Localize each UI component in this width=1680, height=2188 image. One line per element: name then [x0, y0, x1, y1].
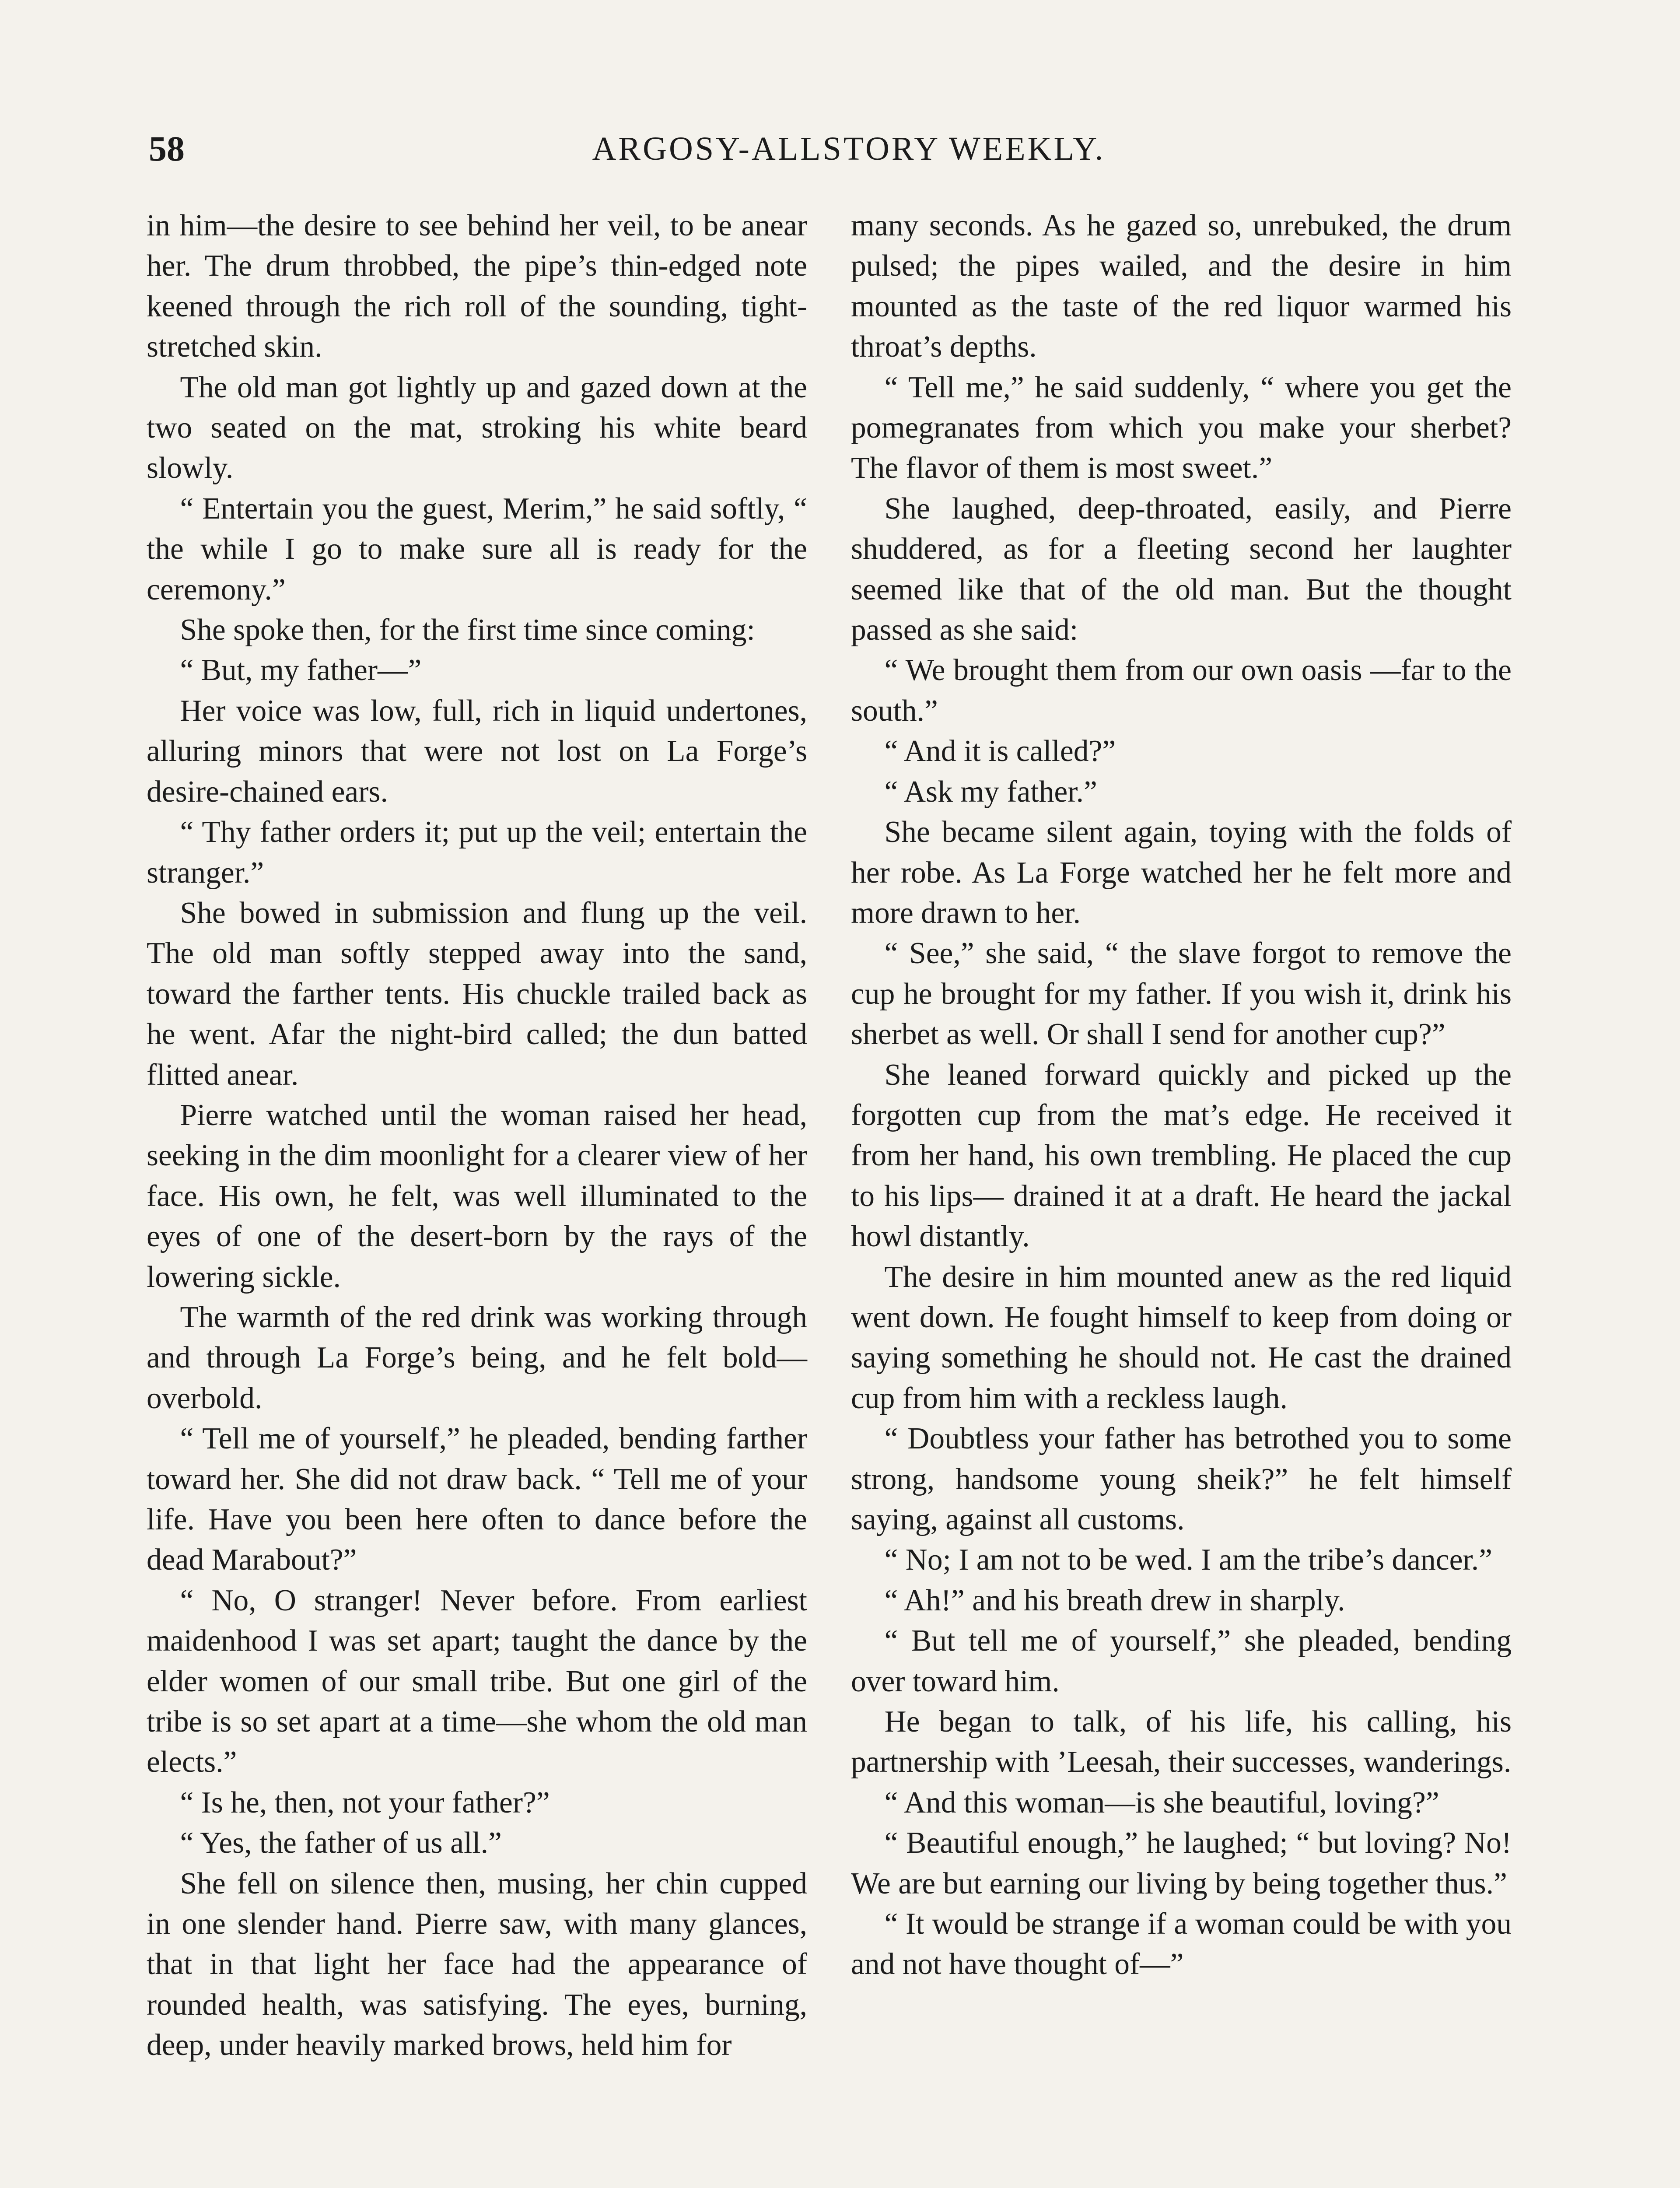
page-header: [149, 125, 1549, 173]
paragraph: She bowed in submission and flung up the veil. The old man softly stepped away into the sand, toward the farther tents. His chuckle trailed back as he went. Afar the night-bird called; the dun batted flitted anear.: [147, 896, 807, 1092]
page-number: 58: [149, 129, 185, 168]
paragraph: “ Beautiful enough,” he laughed; “ but loving? No! We are but earning our living by being together thus.”: [851, 1826, 1512, 1900]
paragraph: The old man got lightly up and gazed down at the two seated on the mat, stroking his white beard slowly.: [147, 370, 807, 485]
paragraph: Her voice was low, full, rich in liquid undertones, alluring minors that were not lost on La Forge’s desire-chained ears.: [147, 694, 807, 809]
paragraph: “ No; I am not to be wed. I am the tribe’s dancer.”: [884, 1543, 1492, 1577]
running-head: ARGOSY-ALLSTORY WEEKLY.: [592, 130, 1106, 167]
paragraph: “ Ah!” and his breath drew in sharply.: [884, 1583, 1345, 1617]
paragraph: He began to talk, of his life, his calling, his partnership with ’Leesah, their successes, wanderings.: [851, 1705, 1512, 1779]
paragraph: The warmth of the red drink was working through and through La Forge’s being, and he felt bold—overbold.: [147, 1300, 807, 1415]
paragraph: “ Yes, the father of us all.”: [180, 1826, 502, 1860]
left-column: [147, 206, 807, 2066]
paragraph: “ Is he, then, not your father?”: [180, 1785, 550, 1820]
paragraph: “ Ask my father.”: [884, 775, 1097, 809]
paragraph: “ Doubtless your father has betrothed you to some strong, handsome young sheik?” he felt himself saying, against all customs.: [851, 1422, 1512, 1536]
paragraph: “ No, O stranger! Never before. From earliest maidenhood I was set apart; taught the dance by the elder women of our small tribe. But one girl of the tribe is so set apart at a time—she whom the old man elects.”: [147, 1583, 807, 1779]
paragraph: She spoke then, for the first time since coming:: [180, 613, 755, 647]
paragraph: “ But tell me of yourself,” she pleaded, bending over toward him.: [851, 1624, 1512, 1698]
paragraph: “ It would be strange if a woman could be with you and not have thought of—”: [851, 1907, 1512, 1981]
paragraph: “ Entertain you the guest, Merim,” he said softly, “ the while I go to make sure all is ready for the ceremony.”: [147, 491, 807, 607]
paragraph: in him—the desire to see behind her veil, to be anear her. The drum throbbed, the pipe’s thin-edged note keened through the rich roll of the sounding, tight-stretched skin.: [147, 209, 807, 364]
right-column: [851, 206, 1512, 1985]
paragraph: She fell on silence then, musing, her chin cupped in one slender hand. Pierre saw, with many glances, that in that light her face had the appearance of rounded health, was satisfying. The eyes, burning, deep, under heavily marked brows, held him for: [147, 1866, 807, 2062]
paragraph: many seconds. As he gazed so, unrebuked, the drum pulsed; the pipes wailed, and the desire in him mounted as the taste of the red liquor warmed his throat’s depths.: [851, 209, 1512, 364]
paragraph: “ Tell me,” he said suddenly, “ where you get the pomegranates from which you make your sherbet? The flavor of them is most sweet.”: [851, 370, 1512, 485]
paragraph: “ Thy father orders it; put up the veil; entertain the stranger.”: [147, 815, 807, 890]
paragraph: “ But, my father—”: [180, 653, 422, 687]
paragraph: “ See,” she said, “ the slave forgot to remove the cup he brought for my father. If you wish it, drink his sherbet as well. Or shall I send for another cup?”: [851, 936, 1512, 1052]
paragraph: The desire in him mounted anew as the red liquid went down. He fought himself to keep from doing or saying something he should not. He cast the drained cup from him with a reckless laugh.: [851, 1260, 1512, 1415]
paragraph: She laughed, deep-throated, easily, and Pierre shuddered, as for a fleeting second her laughter seemed like that of the old man. But the thought passed as she said:: [851, 491, 1512, 647]
paragraph: She became silent again, toying with the folds of her robe. As La Forge watched her he felt more and more drawn to her.: [851, 815, 1512, 930]
paragraph: She leaned forward quickly and picked up the forgotten cup from the mat’s edge. He received it from her hand, his own trembling. He placed the cup to his lips— drained it at a draft. He heard the jackal howl distantly.: [851, 1058, 1512, 1254]
paragraph: “ We brought them from our own oasis —far to the south.”: [851, 653, 1512, 728]
paragraph: “ And it is called?”: [884, 734, 1116, 768]
paragraph: Pierre watched until the woman raised her head, seeking in the dim moonlight for a clearer view of her face. His own, he felt, was well illuminated to the eyes of one of the desert-born by the rays of the lowering sickle.: [147, 1098, 807, 1294]
paragraph: “ Tell me of yourself,” he pleaded, bending farther toward her. She did not draw back. “ Tell me of your life. Have you been here often to dance before the dead Marabout?”: [147, 1422, 807, 1577]
paragraph: “ And this woman—is she beautiful, loving?”: [884, 1785, 1439, 1820]
